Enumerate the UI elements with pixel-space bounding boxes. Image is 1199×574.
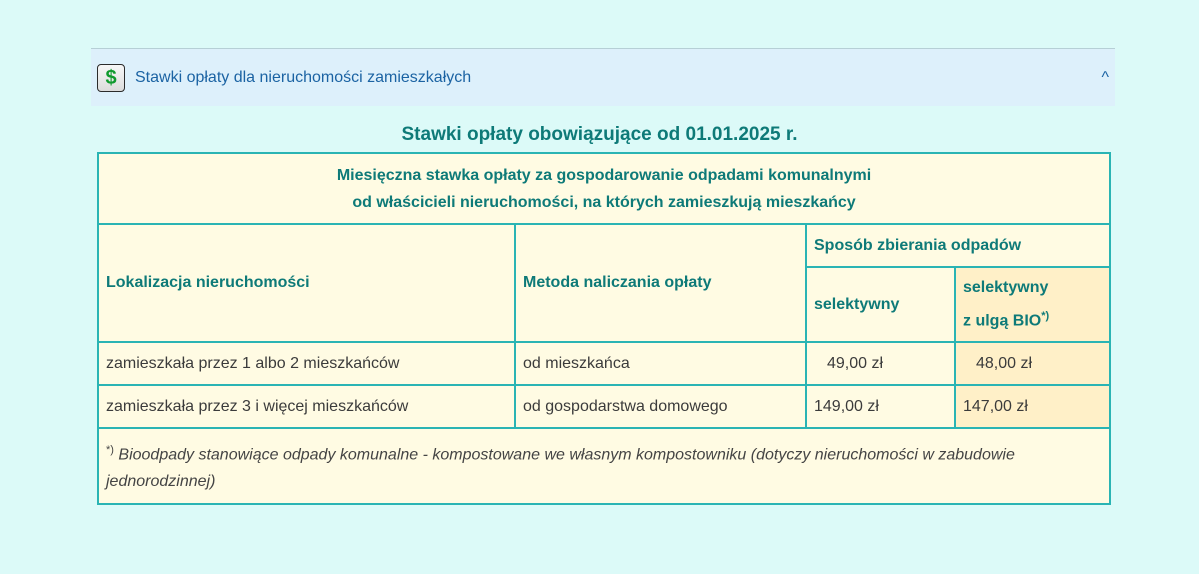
footnote-reference: *) — [1041, 309, 1050, 322]
header-selective-bio — [955, 267, 1110, 342]
accordion-header[interactable] — [91, 48, 1115, 106]
header-method: Metoda naliczania opłaty — [515, 224, 806, 342]
table-caption — [98, 153, 1110, 224]
row2-location: zamieszkała przez 3 i więcej mieszkańców — [98, 385, 515, 428]
footnote-text: Bioodpady stanowiące odpady komunalne - kompostowane we własnym kompostowniku (dotyczy nieruchomości w zabudowie jednorodzinnej) — [106, 446, 1015, 490]
dollar-icon: $ — [97, 64, 125, 92]
row1-location: zamieszkała przez 1 albo 2 mieszkańców — [98, 342, 515, 385]
table-caption-line1: Miesięczna stawka opłaty za gospodarowanie odpadami komunalnymi — [336, 166, 872, 184]
row1-selective: 49,00 zł — [806, 342, 955, 385]
collapse-toggle-icon[interactable]: ^ — [1101, 69, 1109, 86]
header-collection: Sposób zbierania odpadów — [806, 224, 1110, 267]
row2-method: od gospodarstwa domowego — [515, 385, 806, 428]
row2-selective-bio: 147,00 zł — [955, 385, 1110, 428]
table-caption-line2: od właścicieli nieruchomości, na których zamieszkują mieszkańcy — [352, 193, 856, 211]
table-row — [98, 342, 1110, 385]
row1-selective-bio: 48,00 zł — [955, 342, 1110, 385]
header-location: Lokalizacja nieruchomości — [98, 224, 515, 342]
panel-title[interactable]: Stawki opłaty dla nieruchomości zamieszkałych — [135, 69, 472, 86]
accordion-panel — [91, 48, 1115, 106]
header-selective-bio-line2: z ulgą BIO — [963, 312, 1042, 330]
row1-method: od mieszkańca — [515, 342, 806, 385]
rates-table — [97, 152, 1111, 505]
header-selective: selektywny — [806, 267, 955, 342]
footnote-mark: *) — [106, 444, 114, 457]
section-title: Stawki opłaty obowiązujące od 01.01.2025 r. — [401, 124, 798, 145]
row2-selective: 149,00 zł — [806, 385, 955, 428]
footnote — [98, 428, 1110, 504]
header-selective-bio-line1: selektywny — [963, 278, 1049, 296]
table-row — [98, 385, 1110, 428]
